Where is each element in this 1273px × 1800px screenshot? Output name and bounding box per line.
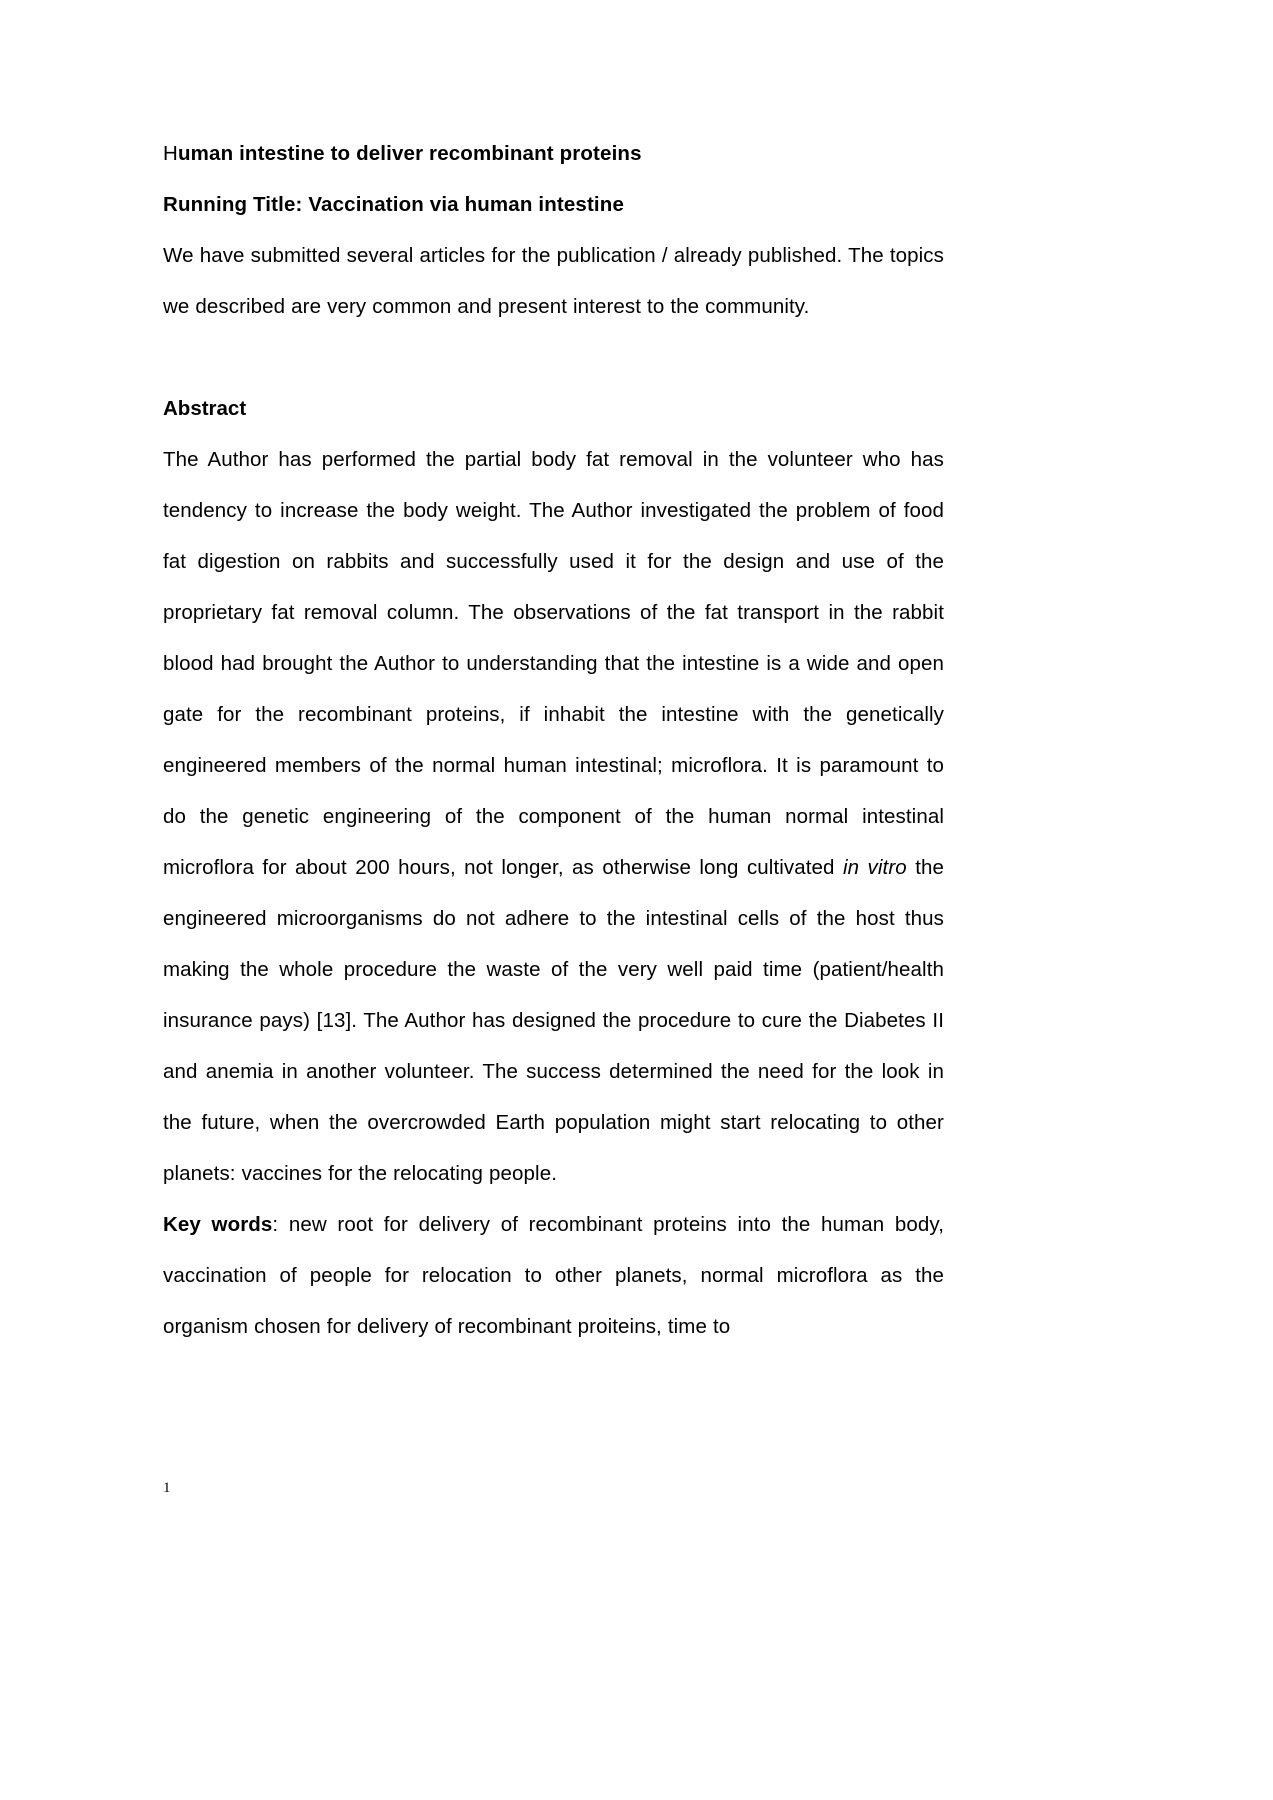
page-title-remainder: uman intestine to deliver recombinant proteins	[177, 142, 642, 165]
abstract-paragraph	[163, 434, 944, 1199]
keywords-label: Key words	[163, 1213, 273, 1236]
page-number: 1	[163, 1480, 171, 1496]
keywords-text: new root for delivery of recombinant proteins into the human body, vaccination of people for relocation to other planets, normal microflora as the organism chosen for delivery of recombinant proiteins, time to	[163, 1213, 944, 1338]
section-spacer	[163, 332, 944, 383]
intro-paragraph: We have submitted several articles for the publication / already published. The topics we described are very common and present interest to the community.	[163, 244, 944, 318]
running-title: Running Title: Vaccination via human intestine	[163, 193, 625, 216]
keywords-separator: :	[272, 1213, 289, 1236]
keywords-paragraph	[163, 1199, 944, 1352]
abstract-text-after-italic: the engineered microorganisms do not adhere to the intestinal cells of the host thus making the whole procedure the waste of the very well paid time (patient/health insurance pays) [13]. The Author has designed the procedure to cure the Diabetes II and anemia in another volunteer. The success determined the need for the look in the future, when the overcrowded Earth population might start relocating to other planets: vaccines for the relocating people.	[163, 856, 944, 1185]
abstract-heading: Abstract	[163, 397, 247, 420]
text-column	[163, 0, 944, 1352]
page-title-lead-character: H	[163, 142, 178, 165]
in-vitro-italic-term: in vitro	[842, 856, 907, 879]
page-title	[163, 128, 944, 179]
abstract-text-before-italic: The Author has performed the partial body fat removal in the volunteer who has tendency to increase the body weight. The Author investigated the problem of food fat digestion on rabbits and successfully used it for the design and use of the proprietary fat removal column. The observations of the fat transport in the rabbit blood had brought the Author to understanding that the intestine is a wide and open gate for the recombinant proteins, if inhabit the intestine with the genetically engineered members of the normal human intestinal; microflora. It is paramount to do the genetic engineering of the component of the human normal intestinal microflora for about 200 hours, not longer, as otherwise long cultivated	[163, 448, 944, 879]
